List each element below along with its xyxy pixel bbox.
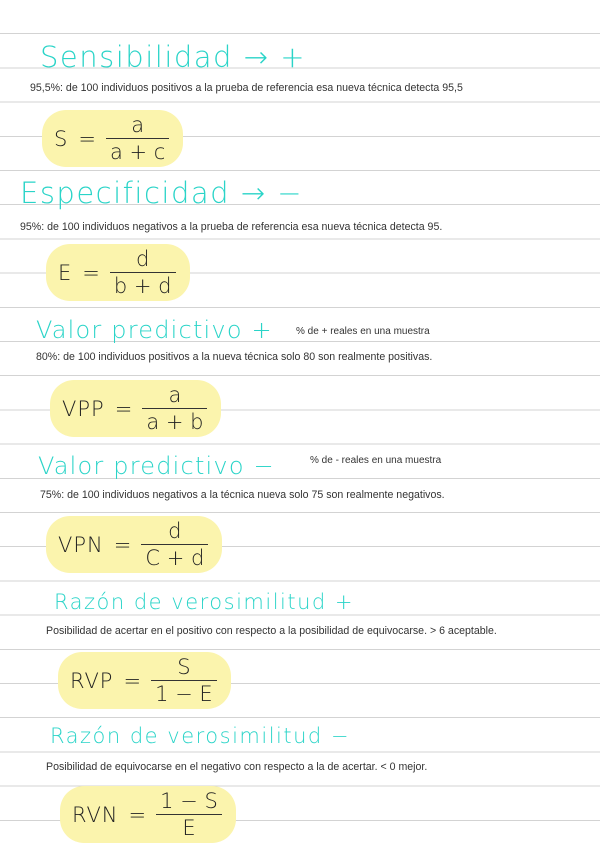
fraction (156, 790, 222, 839)
note-vpp: 80%: de 100 individuos positivos a la nueva técnica solo 80 son realmente positivas. (36, 351, 433, 363)
formula-lhs: RVP (70, 668, 114, 693)
side-note-vpn: % de - reales en una muestra (310, 455, 442, 466)
equals-sign: = (123, 668, 142, 693)
formula-sensibilidad (42, 110, 183, 167)
equals-sign: = (113, 532, 132, 557)
formula-especificidad (46, 244, 190, 301)
note-rvn: Posibilidad de equivocarse en el negativo con respecto a la de acertar. < 0 mejor. (46, 761, 428, 773)
formula-lhs: S (54, 126, 69, 151)
formula-rvp (58, 652, 231, 709)
equals-sign: = (78, 126, 96, 151)
note-vpn: 75%: de 100 individuos negativos a la técnica nueva solo 75 son realmente negativos. (40, 489, 445, 501)
denominator: 1 − E (155, 682, 213, 707)
heading-sensibilidad: Sensibilidad → + (40, 40, 306, 74)
formula-lhs: VPN (58, 532, 104, 557)
fraction-bar (151, 680, 217, 681)
formula-lhs: E (58, 260, 73, 285)
heading-razon-verosimilitud-negativa: Razón de verosimilitud − (50, 724, 351, 748)
fraction-bar (106, 138, 169, 139)
numerator: S (177, 655, 191, 679)
formula-lhs: RVN (72, 802, 119, 827)
numerator: a (131, 113, 145, 137)
equals-sign: = (114, 396, 133, 421)
denominator: a + b (146, 410, 204, 435)
numerator: a (168, 383, 182, 407)
fraction (106, 114, 169, 163)
denominator: E (182, 816, 196, 841)
fraction-bar (142, 408, 207, 409)
note-sensibilidad: 95,5%: de 100 individuos positivos a la prueba de referencia esa nueva técnica detecta 95,5 (30, 82, 463, 94)
denominator: C + d (145, 546, 205, 571)
fraction-bar (110, 272, 176, 273)
formula-rvn (60, 786, 236, 843)
fraction (110, 248, 176, 297)
note-rvp: Posibilidad de acertar en el positivo con respecto a la posibilidad de equivocarse. > 6 aceptable. (46, 625, 497, 637)
fraction (151, 656, 217, 705)
formula-vpn (46, 516, 222, 573)
denominator: a + c (109, 140, 166, 165)
equals-sign: = (128, 802, 147, 827)
heading-especificidad: Especificidad → − (20, 176, 304, 210)
fraction-bar (141, 544, 208, 545)
fraction (141, 520, 208, 569)
fraction-bar (156, 814, 222, 815)
note-especificidad: 95%: de 100 individuos negativos a la prueba de referencia esa nueva técnica detecta 95. (20, 221, 443, 233)
fraction (142, 384, 207, 433)
numerator: d (136, 247, 150, 271)
side-note-vpp: % de + reales en una muestra (296, 326, 430, 337)
heading-valor-predictivo-negativo: Valor predictivo − (38, 452, 275, 480)
equals-sign: = (82, 260, 100, 285)
heading-valor-predictivo-positivo: Valor predictivo + (36, 316, 273, 344)
heading-razon-verosimilitud-positiva: Razón de verosimilitud + (54, 590, 355, 614)
numerator: 1 − S (160, 789, 218, 813)
numerator: d (168, 519, 182, 543)
formula-lhs: VPP (62, 396, 105, 421)
formula-vpp (50, 380, 221, 437)
denominator: b + d (113, 274, 172, 299)
